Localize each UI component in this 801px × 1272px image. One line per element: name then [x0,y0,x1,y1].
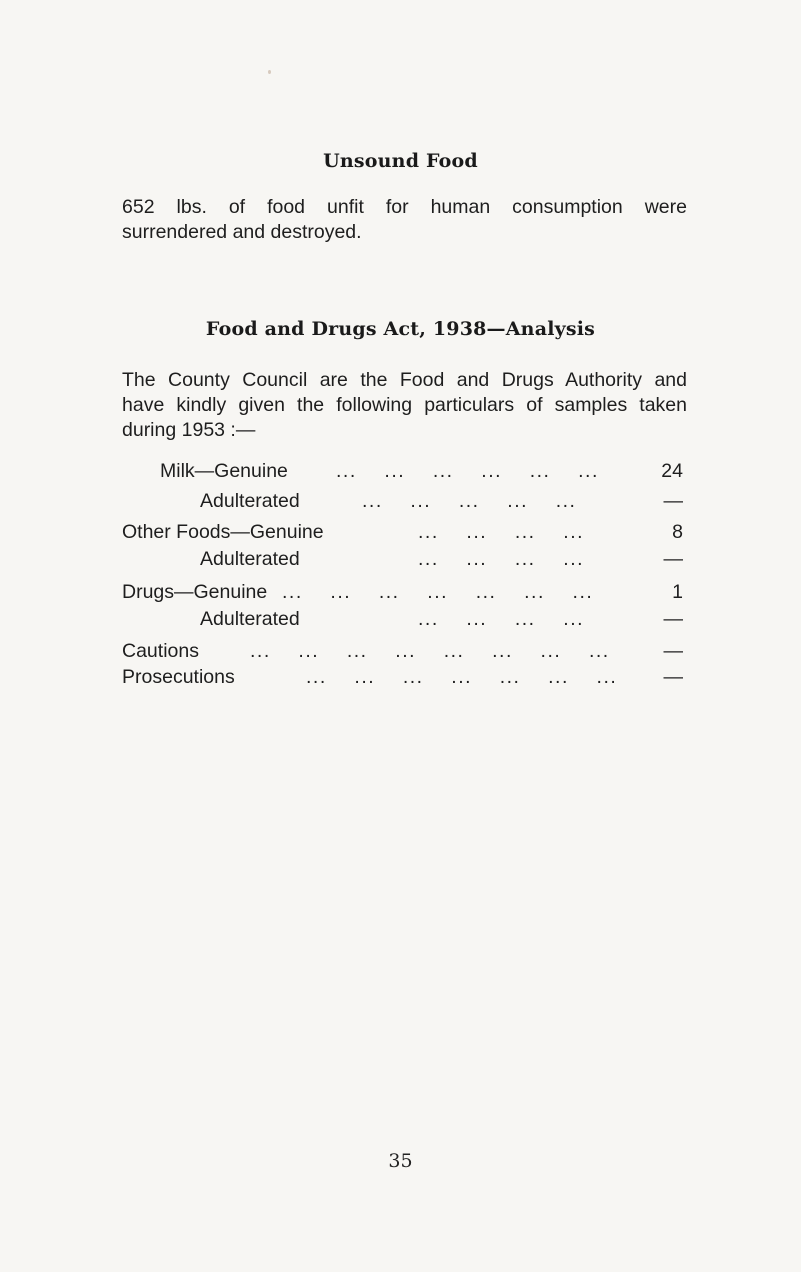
row-value: 24 [661,460,683,482]
row-label: Adulterated [200,608,300,630]
row-label: Drugs—Genuine [122,581,268,603]
dot-leader: ... ... ... ... ... ... [336,460,599,482]
row-value: — [663,640,683,662]
paper-speck [268,70,271,74]
paragraph-line: have kindly given the following particulars of samples taken [122,394,687,416]
dot-leader: ... ... ... ... ... [362,490,577,512]
row-label: Milk—Genuine [160,460,288,482]
food-drugs-paragraph [122,368,687,443]
row-label: Adulterated [200,548,300,570]
dot-leader: ... ... ... ... [418,521,585,543]
row-value: 1 [672,581,683,603]
particulars-row-milk-adulterated [0,490,801,516]
paragraph-line: 652 lbs. of food unfit for human consumption were [122,196,687,218]
paragraph-line: surrendered and destroyed. [122,221,362,243]
row-label: Cautions [122,640,199,662]
row-label: Adulterated [200,490,300,512]
unsound-food-paragraph [122,195,687,245]
particulars-row-milk-genuine [0,460,801,486]
particulars-row-other-foods-adulterated [0,548,801,574]
row-value: — [663,608,683,630]
particulars-row-drugs-genuine [0,581,801,607]
row-value: — [663,666,683,688]
row-value: — [663,490,683,512]
particulars-row-prosecutions [0,666,801,692]
page-number: 35 [388,1150,413,1172]
dot-leader: ... ... ... ... ... ... ... [306,666,618,688]
row-label: Prosecutions [122,666,235,688]
section-heading-unsound-food: Unsound Food [323,150,478,172]
paragraph-line: The County Council are the Food and Drugs Authority and [122,369,687,391]
particulars-row-drugs-adulterated [0,608,801,634]
dot-leader: ... ... ... ... [418,608,585,630]
row-label: Other Foods—Genuine [122,521,324,543]
dot-leader: ... ... ... ... ... ... ... [282,581,594,603]
section-heading-food-drugs-act: Food and Drugs Act, 1938—Analysis [205,318,596,340]
dot-leader: ... ... ... ... ... ... ... ... [250,640,610,662]
row-value: 8 [672,521,683,543]
dot-leader: ... ... ... ... [418,548,585,570]
particulars-row-cautions [0,640,801,666]
paragraph-line: during 1953 :— [122,419,256,441]
row-value: — [663,548,683,570]
particulars-row-other-foods-genuine [0,521,801,547]
